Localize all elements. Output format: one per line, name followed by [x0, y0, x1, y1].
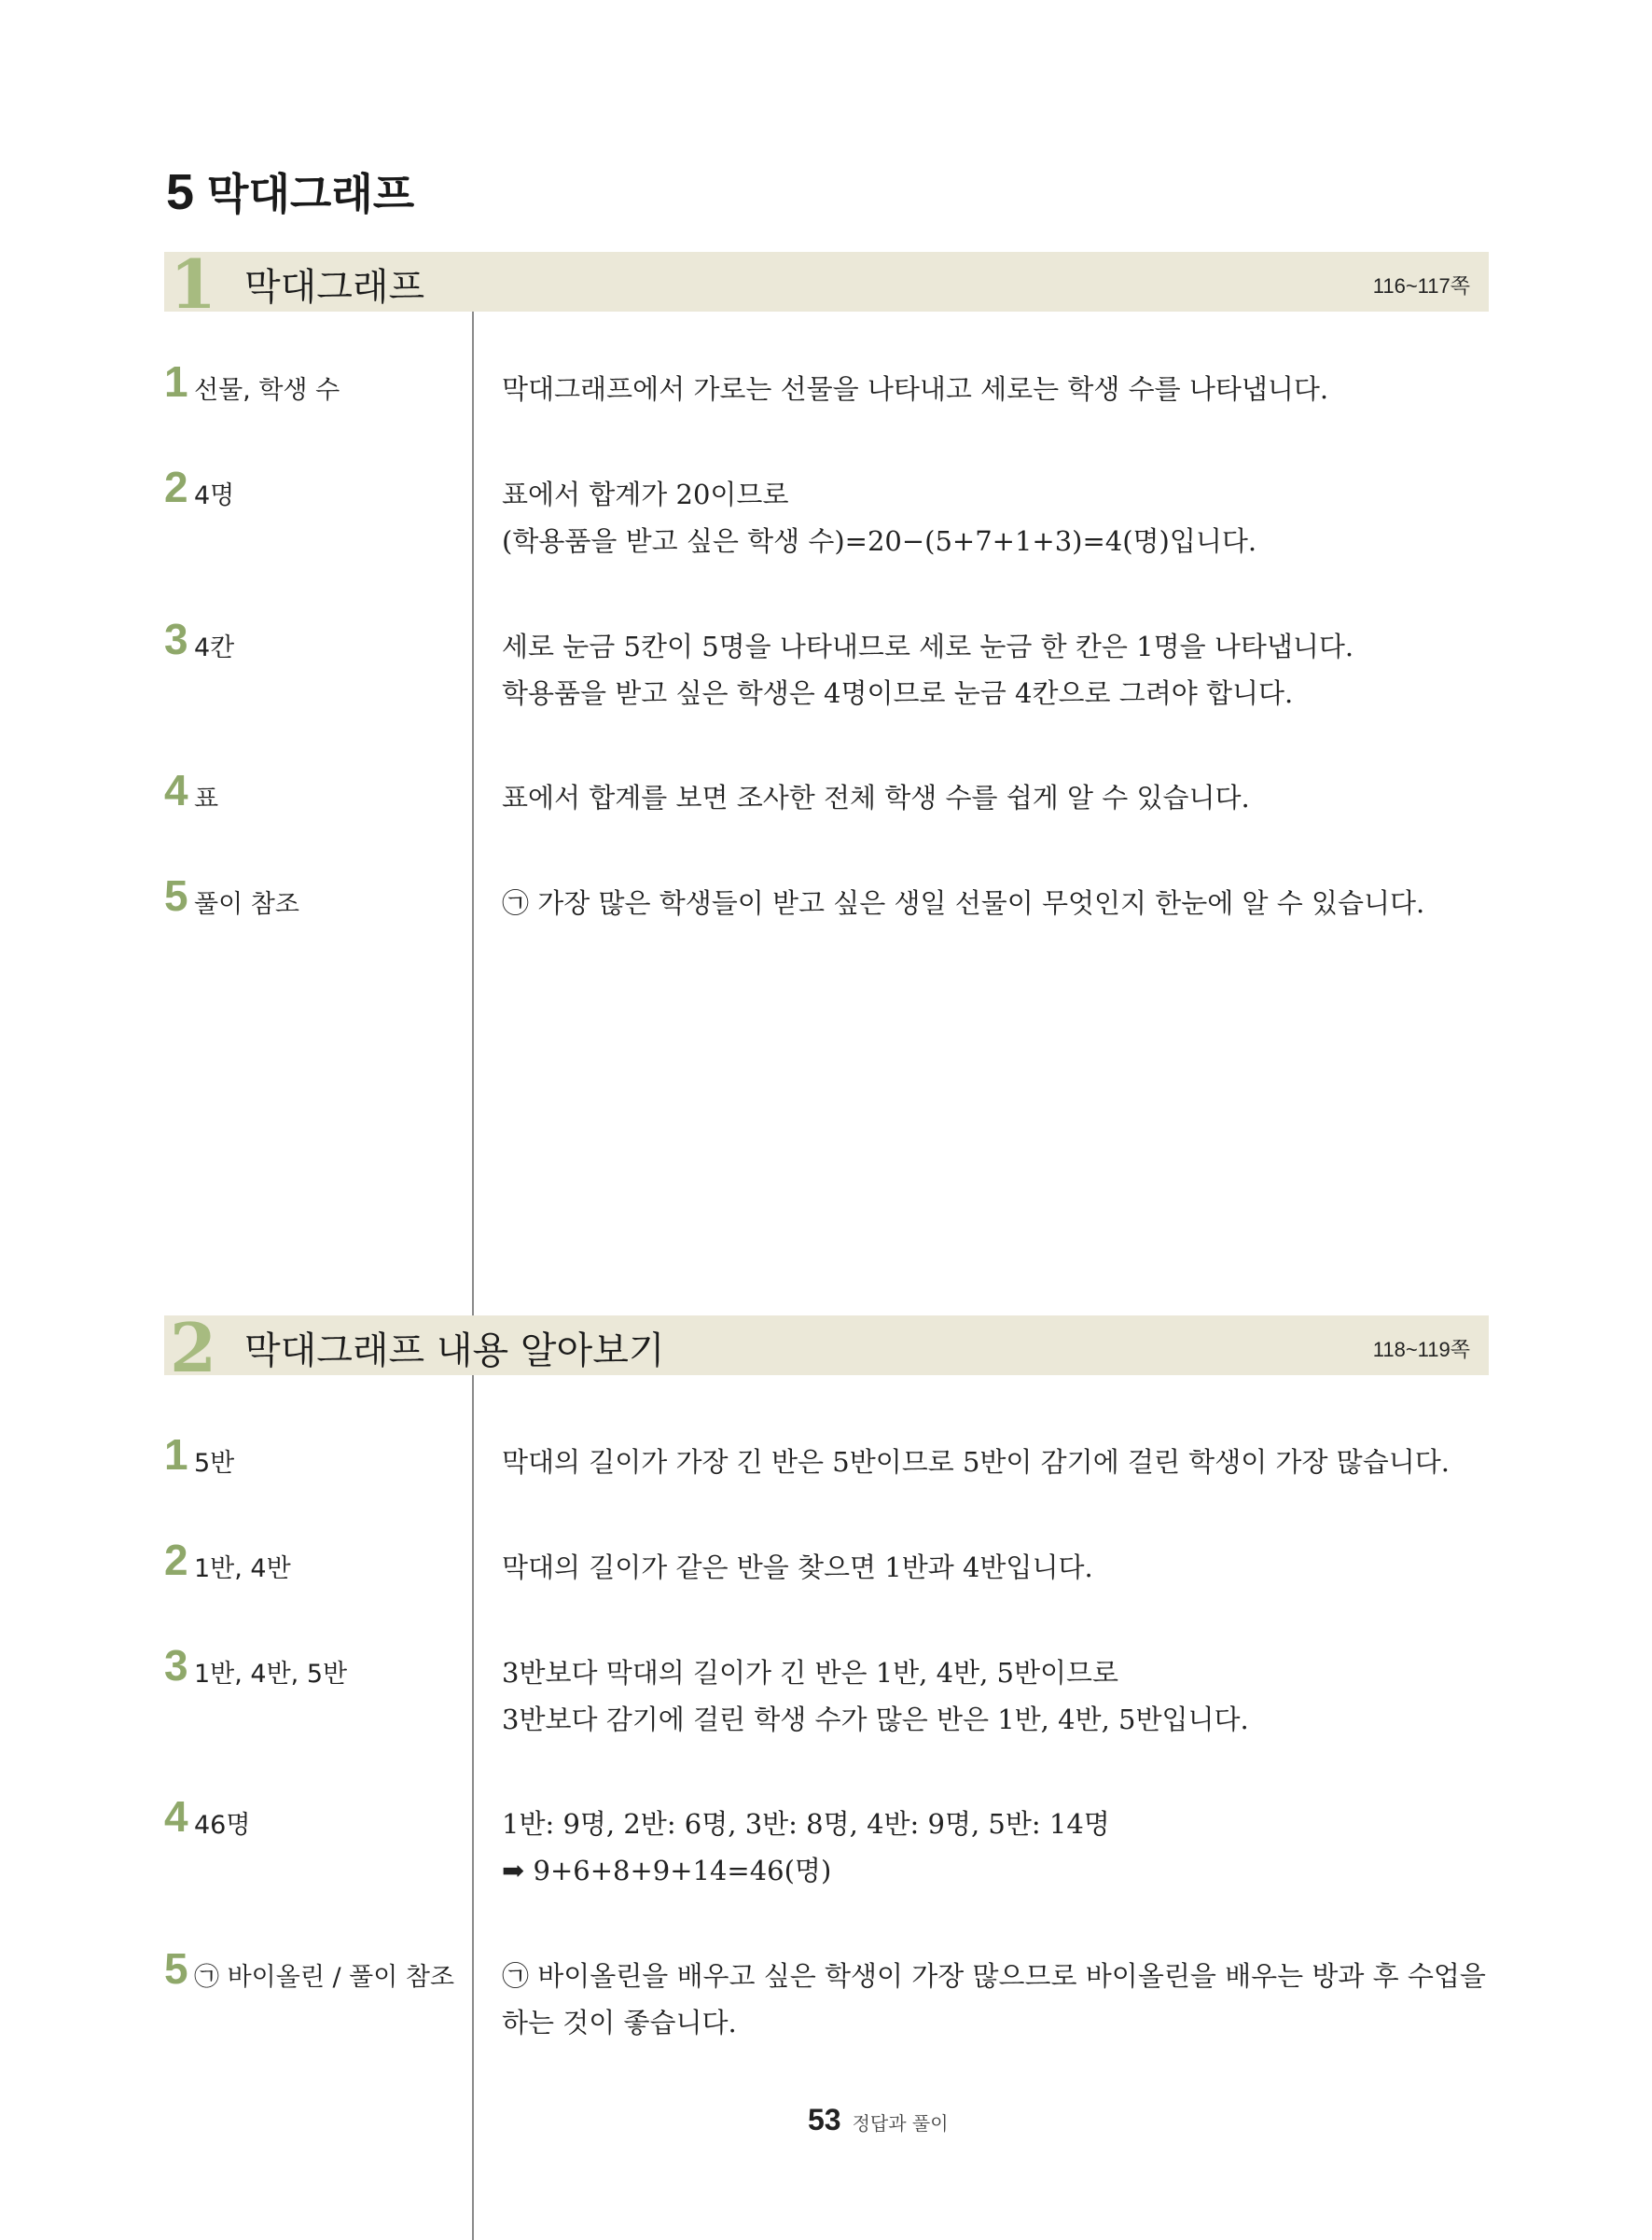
explanation-line: 세로 눈금 5칸이 5명을 나타내므로 세로 눈금 한 칸은 1명을 나타냅니다.	[502, 631, 1354, 662]
answer-text: 선물, 학생 수	[194, 376, 340, 405]
chapter-name: 막대그래프	[207, 169, 415, 219]
answer-text: 1반, 4반	[194, 1554, 291, 1583]
explanation-line: ➡ 9+6+8+9+14=46(명)	[502, 1855, 832, 1886]
explanation	[502, 623, 1491, 717]
page-number: 53	[808, 2103, 841, 2136]
section-number: 1	[169, 252, 217, 312]
explanation-line: ㉠ 바이올린을 배우고 싶은 학생이 가장 많으므로 바이올린을 배우는 방과 후 수업을 하는 것이 좋습니다.	[502, 1960, 1486, 2038]
section-header-2	[164, 1315, 1489, 1375]
explanation	[502, 366, 1491, 412]
explanation-line: 막대의 길이가 가장 긴 반은 5반이므로 5반이 감기에 걸린 학생이 가장 많습니다.	[502, 1446, 1450, 1478]
footer-label: 정답과 풀이	[852, 2112, 949, 2135]
chapter-number: 5	[166, 164, 195, 220]
answer-text: 4명	[194, 481, 235, 510]
explanation-line: 표에서 합계가 20이므로	[502, 479, 789, 510]
answer-text: 46명	[194, 1811, 251, 1840]
answer-text: 풀이 참조	[194, 890, 299, 919]
explanation-line: (학용품을 받고 싶은 학생 수)=20−(5+7+1+3)=4(명)입니다.	[502, 525, 1257, 557]
chapter-title	[166, 160, 414, 222]
section-title: 막대그래프 내용 알아보기	[244, 1329, 665, 1372]
explanation-line: 막대의 길이가 같은 반을 찾으면 1반과 4반입니다.	[502, 1551, 1093, 1583]
explanation	[502, 880, 1491, 926]
explanation-line: 3반보다 막대의 길이가 긴 반은 1반, 4반, 5반이므로	[502, 1657, 1119, 1689]
question-number: 3	[164, 615, 188, 663]
question-number: 2	[164, 1536, 188, 1584]
section-number: 2	[169, 1315, 217, 1375]
explanation	[502, 471, 1491, 564]
answer-text: 5반	[194, 1449, 235, 1478]
answer-text: 4칸	[194, 633, 235, 662]
explanation	[502, 1439, 1491, 1485]
question-number: 3	[164, 1641, 188, 1690]
explanation-line: 3반보다 감기에 걸린 학생 수가 많은 반은 1반, 4반, 5반입니다.	[502, 1704, 1249, 1735]
page-footer	[808, 2103, 949, 2137]
explanation	[502, 1649, 1491, 1743]
explanation-line: ㉠ 가장 많은 학생들이 받고 싶은 생일 선물이 무엇인지 한눈에 알 수 있습니다.	[502, 887, 1425, 919]
question-number: 4	[164, 1792, 188, 1841]
explanation-line: 표에서 합계를 보면 조사한 전체 학생 수를 쉽게 알 수 있습니다.	[502, 782, 1250, 814]
explanation	[502, 1953, 1491, 2046]
question-number: 1	[164, 1430, 188, 1479]
explanation	[502, 1544, 1491, 1591]
explanation-line: 막대그래프에서 가로는 선물을 나타내고 세로는 학생 수를 나타냅니다.	[502, 373, 1329, 405]
section-pages: 118~119쪽	[1372, 1338, 1470, 1361]
answer-text: 표	[194, 785, 219, 814]
explanation-line: 1반: 9명, 2반: 6명, 3반: 8명, 4반: 9명, 5반: 14명	[502, 1808, 1110, 1840]
section-pages: 116~117쪽	[1372, 274, 1470, 298]
question-number: 4	[164, 766, 188, 814]
question-number: 2	[164, 463, 188, 511]
question-number: 5	[164, 871, 188, 920]
explanation-line: 학용품을 받고 싶은 학생은 4명이므로 눈금 4칸으로 그려야 합니다.	[502, 677, 1294, 709]
answer-text: 1반, 4반, 5반	[194, 1660, 348, 1689]
question-number: 5	[164, 1944, 188, 1993]
question-number: 1	[164, 357, 188, 406]
explanation	[502, 1801, 1491, 1894]
section-title: 막대그래프	[244, 266, 425, 309]
section-header-1	[164, 252, 1489, 312]
explanation	[502, 774, 1491, 821]
answer-text: ㉠ 바이올린 / 풀이 참조	[194, 1963, 455, 1992]
column-divider	[472, 312, 474, 2240]
